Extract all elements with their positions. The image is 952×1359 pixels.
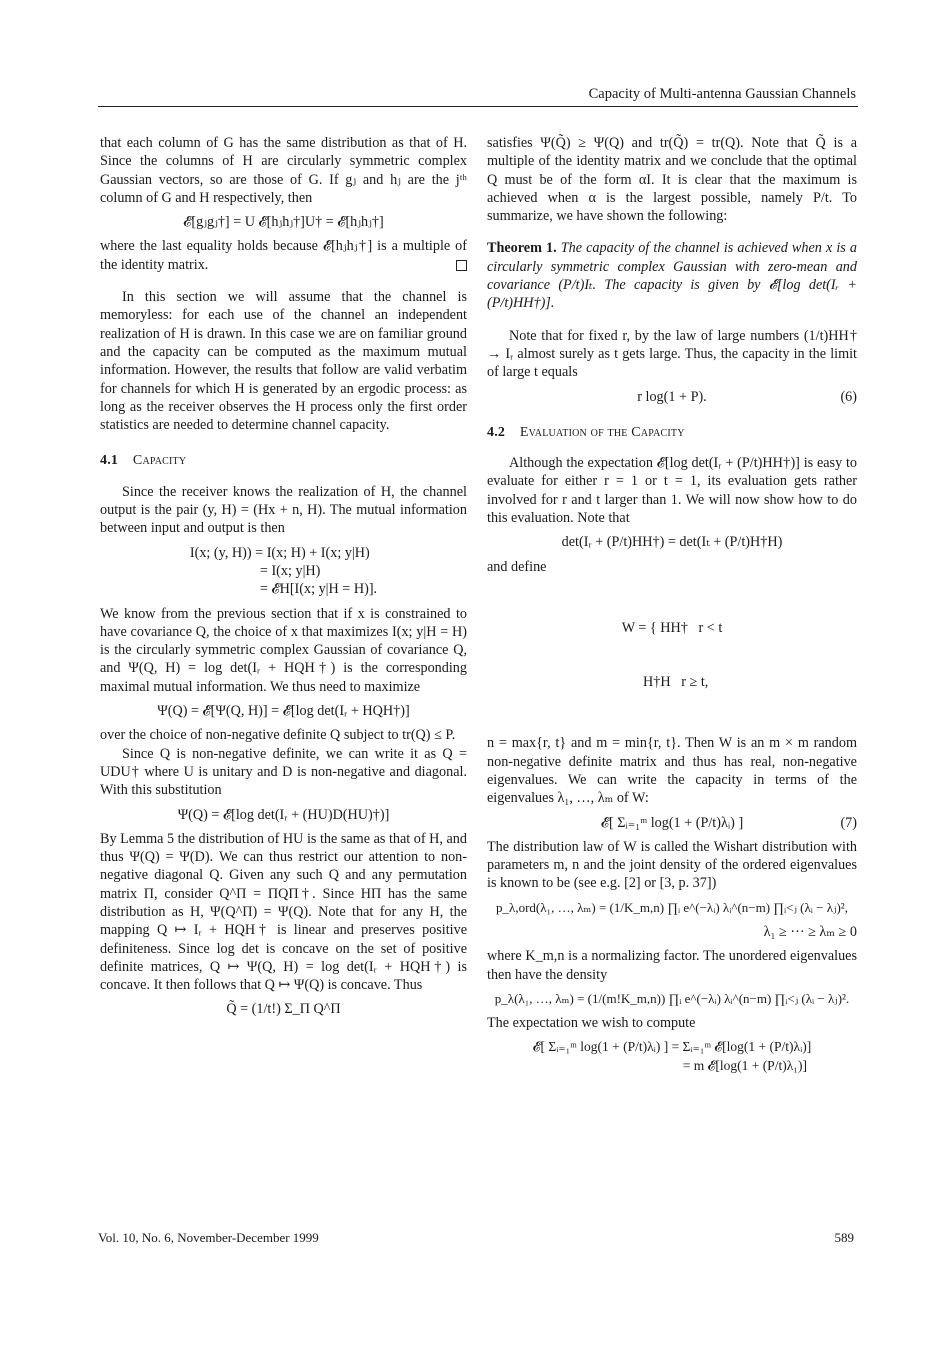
footer-journal: Vol. 10, No. 6, November-December 1999 [98, 1230, 319, 1245]
equation: r log(1 + P). [637, 388, 707, 405]
paragraph: where the last equality holds because 𝓔[hⱼhⱼ†] is a multiple of the identity matrix. [100, 238, 467, 273]
equation: Ψ(Q) = 𝓔[log det(Iᵣ + (HU)D(HU)†)] [177, 806, 390, 823]
equation-condition: λ₁ ≥ ··· ≥ λₘ ≥ 0 [763, 923, 857, 940]
paragraph: The expectation we wish to compute [487, 1015, 696, 1032]
section-title: Evaluation of the Capacity [519, 424, 685, 440]
paragraph: that each column of G has the same distribution as that of H. Since the columns of H are circularly symmetric complex Gaussian vectors, so are those of G. If gⱼ and hⱼ are the jᵗʰ column of G and H respectively, then [100, 135, 467, 206]
equation-tag: (6) [840, 388, 857, 405]
paragraph: Since Q is non-negative definite, we can write it as Q = UDU† where U is unitary and D is non-negative and diagonal. With this substitution [100, 745, 467, 799]
equation: Ψ(Q) = 𝓔[Ψ(Q, H)] = 𝓔[log det(Iᵣ + HQH†)] [157, 703, 410, 720]
equation-line: W = { HH† r < t [621, 619, 723, 636]
paragraph: In this section we will assume that the channel is memoryless: for each use of the channel an independent realization of H is drawn. In this case we are on familiar ground and the capacity can be computed as the maximum mutual information. However, the results that follow are valid verbatim for channels for which H is generated by an ergodic process: as long as the receiver observes the H process only the first order statistics are needed to determine channel capacity. [100, 289, 467, 434]
equation-line: = 𝓔H[I(x; y|H = H)]. [259, 581, 378, 598]
equation-numbered [487, 388, 857, 406]
theorem-label: Theorem 1. [487, 240, 557, 257]
equation-line: = I(x; y|H) [259, 562, 321, 579]
page-number: 589 [834, 1230, 854, 1245]
paragraph: satisfies Ψ(Q̃) ≥ Ψ(Q) and tr(Q̃) = tr(Q). Note that Q̃ is a multiple of the identity matrix and we conclude that the optimal Q must be of the form αI. It is clear that the maximum is achieved when α is the largest possible, namely P/t. To summarize, we have shown the following: [487, 135, 857, 225]
section-number: 4.2 [487, 424, 506, 440]
paragraph: n = max{r, t} and m = min{r, t}. Then W is an m × m random non-negative definite matrix and thus has real, non-negative eigenvalues. We can write the capacity in terms of the eigenvalues λ₁, …, λₘ of W: [487, 735, 857, 807]
equation: p_λ(λ₁, …, λₘ) = (1/(m!K_m,n)) ∏ᵢ e^(−λᵢ) λᵢ^(n−m) ∏ᵢ<ⱼ (λᵢ − λⱼ)². [494, 990, 850, 1006]
theorem [487, 239, 857, 312]
paragraph: and define [487, 558, 547, 575]
section-number: 4.1 [100, 453, 119, 469]
left-column [100, 134, 467, 1025]
equation: p_λ,ord(λ₁, …, λₘ) = (1/K_m,n) ∏ᵢ e^(−λᵢ) λᵢ^(n−m) ∏ᵢ<ⱼ (λᵢ − λⱼ)², [496, 899, 848, 915]
paragraph: Although the expectation 𝓔[log det(Iᵣ + (P/t)HH†)] is easy to evaluate for either r = 1 or t = 1, its evaluation gets rather involved for r and t larger than 1. We will now show how to do this evaluation. Note that [487, 455, 857, 527]
equation-tag: (7) [840, 814, 857, 831]
equation: 𝓔[gⱼgⱼ†] = U 𝓔[hⱼhⱼ†]U† = 𝓔[hⱼhⱼ†] [183, 214, 384, 231]
paragraph: By Lemma 5 the distribution of HU is the same as that of H, and thus Ψ(Q) = Ψ(D). We can thus restrict our attention to non-negative diagonal Q. Given any such Q and any permutation matrix Π, consider Q^Π = ΠQΠ†. Since HΠ has the same distribution as H, Ψ(Q^Π) = Ψ(Q). Note that for any H, the mapping Q ↦ Iᵣ + HQH† is linear and preserves positive definiteness. Since log det is concave on the set of positive definite matrices, Q ↦ Ψ(Q, H) = log det(Iᵣ + HQH†) is concave. It then follows that Q ↦ Ψ(Q) is concave. Thus [100, 830, 467, 994]
paragraph: We know from the previous section that if x is constrained to have covariance Q, the choice of x that maximizes I(x; y|H = H) is the circularly symmetric complex Gaussian of covariance Q, and Ψ(Q, H) = log det(Iᵣ + HQH†) is the corresponding maximal mutual information. We thus need to maximize [100, 605, 467, 695]
header-rule [98, 106, 858, 107]
equation-block [487, 1038, 857, 1075]
right-column [487, 134, 857, 1081]
equation-line: I(x; (y, H)) = I(x; H) + I(x; y|H) [189, 544, 370, 561]
equation-line: = m 𝓔[log(1 + (P/t)λ₁)] [682, 1057, 807, 1073]
paragraph: Since the receiver knows the realization of H, the channel output is the pair (y, H) = (Hx + n, H). The mutual information between input and output is then [100, 483, 467, 537]
section-heading [487, 424, 857, 442]
equation-block [100, 544, 467, 599]
equation: det(Iᵣ + (P/t)HH†) = det(Iₜ + (P/t)H†H) [561, 534, 783, 551]
equation-block [487, 582, 857, 728]
paragraph: Note that for fixed r, by the law of large numbers (1/t)HH† → Iᵣ almost surely as t gets large. Thus, the capacity in the limit of large t equals [487, 327, 857, 381]
qed-icon [456, 260, 467, 271]
running-head: Capacity of Multi-antenna Gaussian Channels [588, 86, 856, 102]
equation: Q̃ = (1/t!) Σ_Π Q^Π [226, 1001, 341, 1018]
equation-line: H†H r ≥ t, [621, 674, 709, 691]
section-heading [100, 452, 467, 470]
equation-line: 𝓔[ Σᵢ₌₁ᵐ log(1 + (P/t)λᵢ) ] = Σᵢ₌₁ᵐ 𝓔[log(1 + (P/t)λᵢ)] [532, 1039, 812, 1055]
equation-numbered [487, 814, 857, 832]
equation: 𝓔[ Σᵢ₌₁ᵐ log(1 + (P/t)λᵢ) ] [600, 814, 744, 831]
paragraph: where K_m,n is a normalizing factor. The unordered eigenvalues then have the density [487, 948, 857, 983]
paragraph: over the choice of non-negative definite Q subject to tr(Q) ≤ P. [100, 727, 456, 744]
theorem-body: The capacity of the channel is achieved when x is a circularly symmetric complex Gaussian with zero-mean and covariance (P/t)Iₜ. The capacity is given by 𝓔[log det(Iᵣ + (P/t)HH†)]. [487, 240, 858, 312]
paragraph: The distribution law of W is called the Wishart distribution with parameters m, n and the joint density of the ordered eigenvalues is known to be (see e.g. [2] or [3, p. 37]) [487, 838, 857, 892]
section-title: Capacity [132, 453, 187, 469]
